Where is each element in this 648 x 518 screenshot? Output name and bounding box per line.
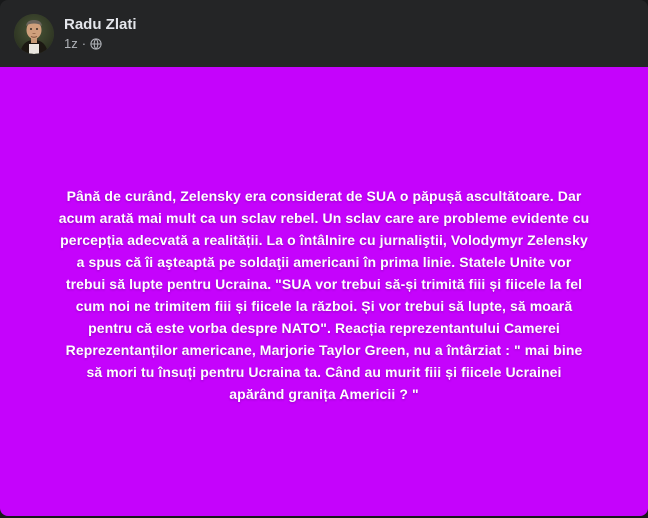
post-background-text[interactable] (0, 67, 648, 516)
post-text-line: pentru că este vorba despre NATO". Reacția reprezentantului Camerei (88, 319, 560, 336)
post-text-line: apărând granița Americii ? " (229, 385, 419, 402)
avatar-portrait (14, 14, 54, 54)
timestamp[interactable]: 1z (64, 36, 78, 51)
header-texts (64, 16, 137, 51)
meta-separator: · (81, 36, 87, 51)
avatar[interactable] (14, 14, 54, 54)
author-name[interactable]: Radu Zlati (64, 16, 137, 33)
post-text-line: să mori tu însuți pentru Ucraina ta. Când au murit fiii și fiicele Ucrainei (86, 363, 562, 380)
post-text-line: percepția adecvată a realității. La o întâlnire cu jurnaliştii, Volodymyr Zelensky (60, 231, 588, 248)
post-meta (64, 36, 137, 51)
post-text-line: Reprezentanților americane, Marjorie Taylor Green, nu a întârziat : " mai bine (65, 341, 583, 358)
post-text-line: trebui să lupte pentru Ucraina. "SUA vor trebui să-și trimită fiii și fiicele la fel (65, 275, 583, 292)
globe-icon (90, 38, 102, 50)
post-text-line: cum noi ne trimitem fiii și fiicele la război. Și vor trebui să lupte, să moară (75, 297, 573, 314)
post-header (0, 0, 648, 67)
post-text-line: Până de curând, Zelensky era considerat de SUA o păpușă ascultătoare. Dar (66, 187, 582, 204)
post-text-line: acum arată mai mult ca un sclav rebel. Un sclav care are probleme evidente cu (58, 209, 590, 226)
post-text-line: a spus că îi aşteaptă pe soldaţii americani în prima linie. Statele Unite vor (76, 253, 572, 270)
